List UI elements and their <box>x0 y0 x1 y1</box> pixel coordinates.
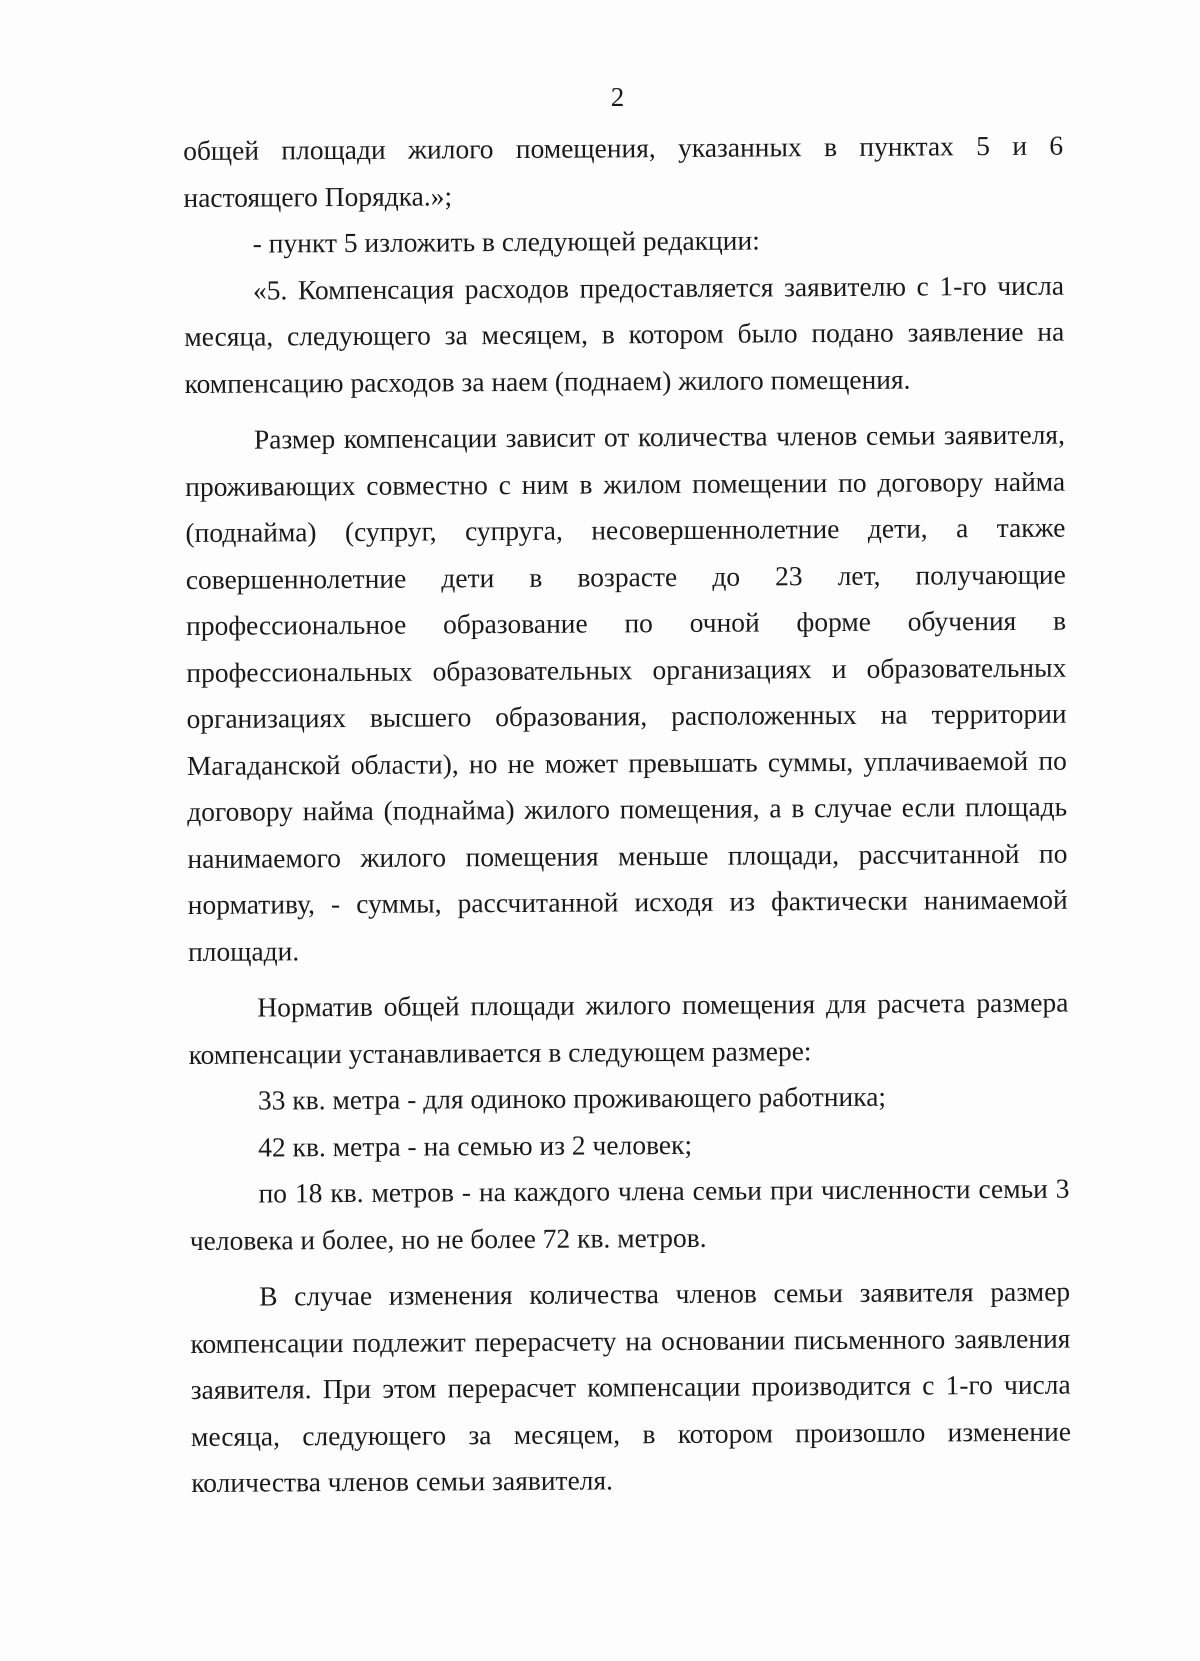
list-item-norm-three-plus: по 18 кв. метров - на каждого члена семьи при численности семьи 3 человека и более, но не более 72 кв. метров. <box>189 1172 1070 1256</box>
document-body <box>183 123 1071 1507</box>
paragraph-item-5: «5. Компенсация расходов предоставляется заявителю с 1-го числа месяца, следующего за месяцем, в котором было подано заявление на компенсацию расходов за наем (поднаем) жилого помещения. <box>184 269 1065 399</box>
list-item-norm-two: 42 кв. метра - на семью из 2 человек; <box>258 1128 693 1163</box>
page-number: 2 <box>610 82 625 112</box>
paragraph-recalculation: В случае изменения количества членов семьи заявителя размер компенсации подлежит перерасчету на основании письменного заявления заявителя. При этом перерасчет компенсации производится с 1-го числа месяца, следующего за месяцем, в котором произошло изменение количества членов семьи заявителя. <box>190 1275 1072 1498</box>
paragraph-continuation: общей площади жилого помещения, указанных в пунктах 5 и 6 настоящего Порядка.»; <box>183 129 1064 213</box>
paragraph-area-norm: Норматив общей площади жилого помещения для расчета размера компенсации устанавливается в следующем размере: <box>188 986 1069 1070</box>
list-item-norm-single: 33 кв. метра - для одиноко проживающего работника; <box>257 1080 887 1116</box>
paragraph-compensation-size: Размер компенсации зависит от количества членов семьи заявителя, проживающих совместно с ним в жилом помещении по договору найма (поднайма) (супруг, супруга, несовершеннолетние дети, а также совершеннолетние дети в возрасте до 23 лет, получающие профессиональное образование по очной форме обучения в профессиональных образовательных организациях и образовательных организациях высшего образования, расположенных на территории Магаданской области), но не может превышать суммы, уплачиваемой по договору найма (поднайма) жилого помещения, а в случае если площадь нанимаемого жилого помещения меньше площади, рассчитанной по нормативу, - суммы, рассчитанной исходя из фактически нанимаемой площади. <box>185 418 1068 967</box>
paragraph-amendment-intro: - пункт 5 изложить в следующей редакции: <box>252 224 760 259</box>
